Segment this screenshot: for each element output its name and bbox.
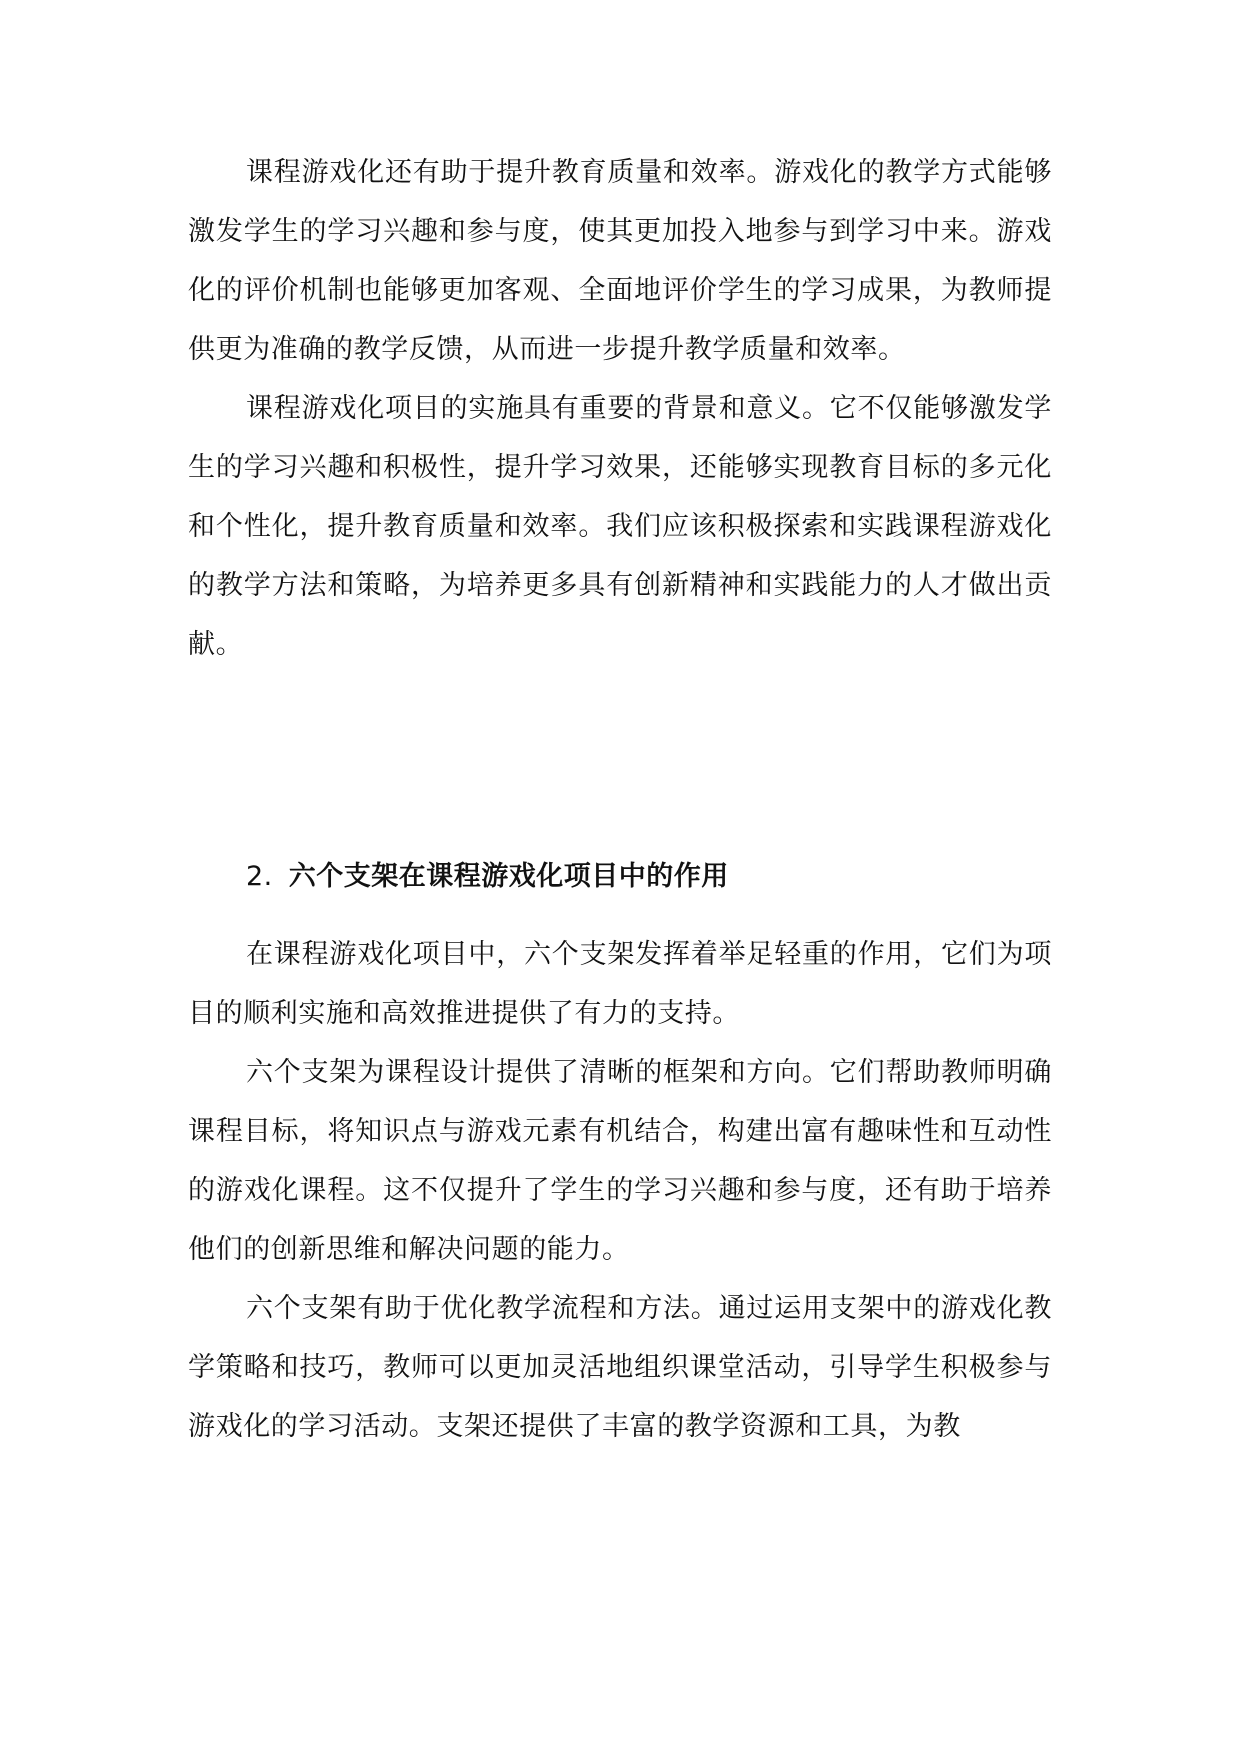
- paragraph-course-design-framework: 六个支架为课程设计提供了清晰的框架和方向。它们帮助教师明确课程目标，将知识点与游戏元素有机结合，构建出富有趣味性和互动性的游戏化课程。这不仅提升了学生的学习兴趣和参与度，还有助于培养他们的创新思维和解决问题的能力。: [188, 1057, 1052, 1265]
- section-number: 2.: [246, 861, 273, 892]
- paragraph-course-gamification-quality: 课程游戏化还有助于提升教育质量和效率。游戏化的教学方式能够激发学生的学习兴趣和参与度，使其更加投入地参与到学习中来。游戏化的评价机制也能够更加客观、全面地评价学生的学习成果，为教师提供更为准确的教学反馈，从而进一步提升教学质量和效率。: [188, 157, 1052, 365]
- paragraph-project-background-significance: 课程游戏化项目的实施具有重要的背景和意义。它不仅能够激发学生的学习兴趣和积极性，提升学习效果，还能够实现教育目标的多元化和个性化，提升教育质量和效率。我们应该积极探索和实践课程游戏化的教学方法和策略，为培养更多具有创新精神和实践能力的人才做出贡献。: [188, 393, 1052, 660]
- section-heading: [188, 855, 1052, 899]
- section-two-body: [188, 925, 1052, 1456]
- section-title: 六个支架在课程游戏化项目中的作用: [288, 861, 729, 892]
- section-one: [188, 143, 1052, 674]
- paragraph-teaching-process-optimization: 六个支架有助于优化教学流程和方法。通过运用支架中的游戏化教学策略和技巧，教师可以更加灵活地组织课堂活动，引导学生积极参与游戏化的学习活动。支架还提供了丰富的教学资源和工具，为教: [188, 1293, 1052, 1442]
- paragraph-six-supports-role: 在课程游戏化项目中，六个支架发挥着举足轻重的作用，它们为项目的顺利实施和高效推进提供了有力的支持。: [188, 939, 1052, 1029]
